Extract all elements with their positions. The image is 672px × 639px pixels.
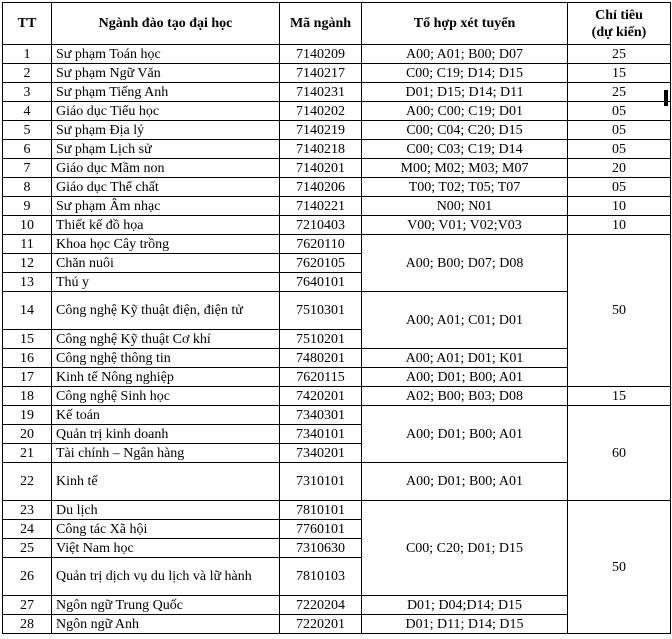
row-tt: 1: [3, 45, 52, 64]
row-quota: 05: [568, 102, 671, 121]
row-quota: 15: [568, 387, 671, 406]
row-tt: 6: [3, 140, 52, 159]
row-combo: C00; C04; C20; D15: [362, 121, 568, 140]
row-code: 7310101: [280, 463, 362, 501]
row-tt: 17: [3, 368, 52, 387]
row-code: 7140219: [280, 121, 362, 140]
row-tt: 9: [3, 197, 52, 216]
row-tt: 18: [3, 387, 52, 406]
row-quota: 20: [568, 159, 671, 178]
row-major: Chăn nuôi: [52, 254, 280, 273]
row-major: Sư phạm Âm nhạc: [52, 197, 280, 216]
merged-quota: 50: [568, 501, 671, 634]
row-tt: 11: [3, 235, 52, 254]
row-major: Giáo dục Tiểu học: [52, 102, 280, 121]
row-tt: 14: [3, 292, 52, 330]
table-row: [3, 178, 671, 197]
table-row: [3, 83, 671, 102]
row-combo: D01; D04;D14; D15: [362, 596, 568, 615]
row-tt: 16: [3, 349, 52, 368]
row-code: 7140218: [280, 140, 362, 159]
row-major: Ngôn ngữ Trung Quốc: [52, 596, 280, 615]
row-major: Quản trị dịch vụ du lịch và lữ hành: [52, 558, 280, 596]
row-code: 7620105: [280, 254, 362, 273]
merged-combo: A00; D01; B00; A01: [362, 406, 568, 463]
row-major: Công nghệ Kỹ thuật Cơ khí: [52, 330, 280, 349]
row-combo: A00; D01; B00; A01: [362, 368, 568, 387]
row-tt: 5: [3, 121, 52, 140]
row-combo: M00; M02; M03; M07: [362, 159, 568, 178]
row-major: Công nghệ thông tin: [52, 349, 280, 368]
row-code: 7810101: [280, 501, 362, 520]
row-code: 7220201: [280, 615, 362, 634]
row-major: Ngôn ngữ Anh: [52, 615, 280, 634]
row-major: Sư phạm Địa lý: [52, 121, 280, 140]
table-row: [3, 235, 671, 254]
table-row: [3, 121, 671, 140]
row-code: 7310630: [280, 539, 362, 558]
header-tt: TT: [3, 3, 52, 45]
row-code: 7140209: [280, 45, 362, 64]
row-tt: 10: [3, 216, 52, 235]
header-quota-line1: Chỉ tiêu: [595, 7, 643, 23]
row-tt: 8: [3, 178, 52, 197]
row-quota: 05: [568, 140, 671, 159]
row-code: 7140231: [280, 83, 362, 102]
row-tt: 19: [3, 406, 52, 425]
row-code: 7620110: [280, 235, 362, 254]
row-combo: N00; N01: [362, 197, 568, 216]
row-major: Sư phạm Lịch sử: [52, 140, 280, 159]
row-major: Sư phạm Tiếng Anh: [52, 83, 280, 102]
row-major: Thiết kế đồ họa: [52, 216, 280, 235]
row-combo: V00; V01; V02;V03: [362, 216, 568, 235]
row-tt: 28: [3, 615, 52, 634]
row-code: 7140221: [280, 197, 362, 216]
row-quota: 05: [568, 121, 671, 140]
row-code: 7480201: [280, 349, 362, 368]
row-combo: C00; C03; C19; D14: [362, 140, 568, 159]
header-quota: [568, 3, 671, 45]
table-row: [3, 64, 671, 83]
table-row: [3, 387, 671, 406]
row-major: Công tác Xã hội: [52, 520, 280, 539]
row-tt: 21: [3, 444, 52, 463]
row-combo: C00; C19; D14; D15: [362, 64, 568, 83]
row-code: 7420201: [280, 387, 362, 406]
table-row: [3, 45, 671, 64]
row-tt: 4: [3, 102, 52, 121]
row-combo: T00; T02; T05; T07: [362, 178, 568, 197]
row-tt: 22: [3, 463, 52, 501]
merged-combo: A00; B00; D07; D08: [362, 235, 568, 292]
row-tt: 26: [3, 558, 52, 596]
table-row: [3, 501, 671, 520]
row-major: Công nghệ Kỹ thuật điện, điện tử: [52, 292, 280, 330]
row-code: 7340201: [280, 444, 362, 463]
row-quota: 10: [568, 197, 671, 216]
row-combo: D01; D11; D14; D15: [362, 615, 568, 634]
row-major: Việt Nam học: [52, 539, 280, 558]
row-major: Kinh tế: [52, 463, 280, 501]
table-row: [3, 159, 671, 178]
row-combo: A00; A01; D01; K01: [362, 349, 568, 368]
row-tt: 20: [3, 425, 52, 444]
row-major: Thú y: [52, 273, 280, 292]
row-combo: A00; C00; C19; D01: [362, 102, 568, 121]
row-tt: 13: [3, 273, 52, 292]
row-major: Giáo dục Mầm non: [52, 159, 280, 178]
header-quota-line2: (dự kiến): [591, 24, 647, 40]
row-quota: 25: [568, 45, 671, 64]
row-code: 7620115: [280, 368, 362, 387]
edge-marker: [664, 90, 668, 106]
row-code: 7220204: [280, 596, 362, 615]
table-row: [3, 102, 671, 121]
row-tt: 25: [3, 539, 52, 558]
row-combo: D01; D15; D14; D11: [362, 83, 568, 102]
row-quota: 25: [568, 83, 671, 102]
header-row: [3, 3, 671, 45]
row-code: 7140206: [280, 178, 362, 197]
row-combo: A02; B00; B03; D08: [362, 387, 568, 406]
merged-quota: 50: [568, 235, 671, 387]
header-major: Ngành đào tạo đại học: [52, 3, 280, 45]
row-code: 7210403: [280, 216, 362, 235]
row-code: 7340301: [280, 406, 362, 425]
row-major: Kinh tế Nông nghiệp: [52, 368, 280, 387]
row-code: 7140202: [280, 102, 362, 121]
row-code: 7140201: [280, 159, 362, 178]
row-tt: 7: [3, 159, 52, 178]
merged-quota: 60: [568, 406, 671, 501]
table-row: [3, 216, 671, 235]
row-major: Sư phạm Toán học: [52, 45, 280, 64]
row-code: 7340101: [280, 425, 362, 444]
row-code: 7810103: [280, 558, 362, 596]
merged-combo: A00; A01; C01; D01: [362, 292, 568, 349]
row-major: Khoa học Cây trồng: [52, 235, 280, 254]
table-row: [3, 197, 671, 216]
merged-combo: C00; C20; D01; D15: [362, 501, 568, 596]
row-tt: 2: [3, 64, 52, 83]
row-tt: 23: [3, 501, 52, 520]
row-tt: 15: [3, 330, 52, 349]
row-tt: 12: [3, 254, 52, 273]
header-code: Mã ngành: [280, 3, 362, 45]
table-row: [3, 406, 671, 425]
row-code: 7760101: [280, 520, 362, 539]
row-major: Công nghệ Sinh học: [52, 387, 280, 406]
row-tt: 24: [3, 520, 52, 539]
row-combo: A00; D01; B00; A01: [362, 463, 568, 501]
row-major: Quản trị kinh doanh: [52, 425, 280, 444]
row-code: 7140217: [280, 64, 362, 83]
row-major: Tài chính – Ngân hàng: [52, 444, 280, 463]
row-tt: 3: [3, 83, 52, 102]
row-major: Kế toán: [52, 406, 280, 425]
row-code: 7640101: [280, 273, 362, 292]
row-quota: 05: [568, 178, 671, 197]
table-row: [3, 140, 671, 159]
header-combo: Tổ hợp xét tuyển: [362, 3, 568, 45]
row-code: 7510301: [280, 292, 362, 330]
row-quota: 15: [568, 64, 671, 83]
row-code: 7510201: [280, 330, 362, 349]
row-major: Sư phạm Ngữ Văn: [52, 64, 280, 83]
row-major: Giáo dục Thể chất: [52, 178, 280, 197]
row-major: Du lịch: [52, 501, 280, 520]
row-quota: 10: [568, 216, 671, 235]
admissions-table: [2, 2, 671, 634]
row-tt: 27: [3, 596, 52, 615]
row-combo: A00; A01; B00; D07: [362, 45, 568, 64]
